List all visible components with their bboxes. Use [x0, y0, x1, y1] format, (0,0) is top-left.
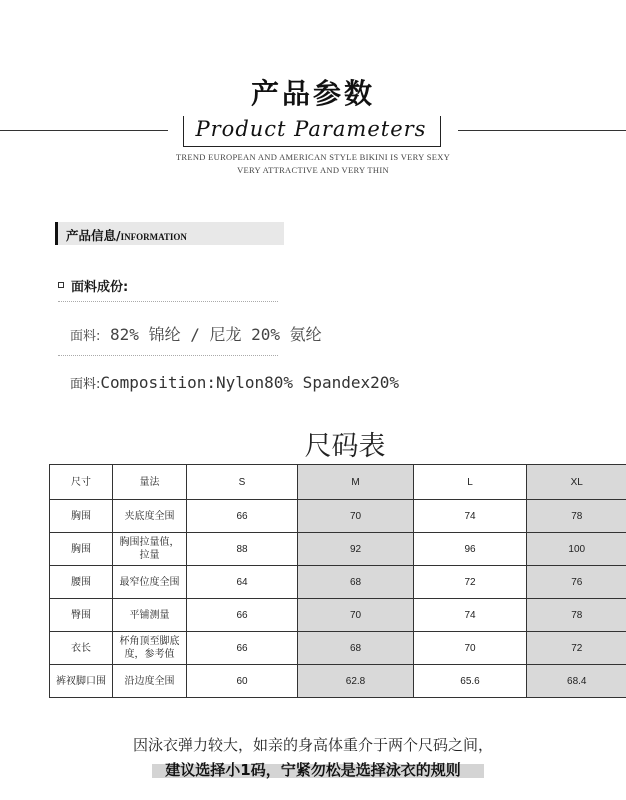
size-advice-line-1: 因泳衣弹力较大，如亲的身高体重介于两个尺码之间， — [132, 736, 493, 754]
table-header-cell: XL — [527, 465, 626, 500]
fabric-composition-cn — [70, 322, 322, 345]
fabric-prefix: 面料: — [70, 329, 101, 344]
table-cell: 78 — [527, 599, 626, 632]
table-header-cell: M — [298, 465, 414, 500]
table-cell: 杯角顶至脚底度，参考值 — [113, 632, 187, 665]
size-advice-line-2: 建议选择小1码，宁紧勿松是选择泳衣的规则 — [165, 761, 461, 779]
table-cell: 74 — [414, 599, 527, 632]
table-cell: 74 — [414, 500, 527, 533]
table-cell: 70 — [298, 500, 414, 533]
table-cell: 腰围 — [50, 566, 113, 599]
table-cell: 68 — [298, 632, 414, 665]
bullet-icon — [58, 282, 64, 288]
table-cell: 胸围拉量值，拉量 — [113, 533, 187, 566]
fabric-line-2: Composition:Nylon80% Spandex20% — [100, 373, 400, 392]
info-label-cn: 产品信息/ — [66, 228, 121, 243]
table-cell: 60 — [187, 665, 298, 698]
table-cell: 100 — [527, 533, 626, 566]
table-row — [50, 665, 626, 698]
table-header-cell: L — [414, 465, 527, 500]
table-cell: 衣长 — [50, 632, 113, 665]
page-title-en: Product Parameters — [195, 117, 427, 141]
subtitle-line-1: TREND EUROPEAN AND AMERICAN STYLE BIKINI IS VERY SEXY — [175, 152, 451, 162]
table-cell: 72 — [414, 566, 527, 599]
table-cell: 62.8 — [298, 665, 414, 698]
table-cell: 72 — [527, 632, 626, 665]
fabric-prefix: 面料: — [70, 377, 101, 392]
table-cell: 平铺测量 — [113, 599, 187, 632]
table-cell: 夹底度全围 — [113, 500, 187, 533]
table-header-cell: 尺寸 — [50, 465, 113, 500]
info-label-en: INFORMATION — [120, 232, 187, 242]
table-cell: 沿边度全围 — [113, 665, 187, 698]
table-cell: 78 — [527, 500, 626, 533]
fabric-composition-en — [70, 373, 399, 392]
dotted-divider — [58, 355, 278, 356]
subtitle-line-2: VERY ATTRACTIVE AND VERY THIN — [237, 165, 389, 175]
table-cell: 70 — [298, 599, 414, 632]
table-cell: 68.4 — [527, 665, 626, 698]
table-cell: 88 — [187, 533, 298, 566]
table-cell: 66 — [187, 599, 298, 632]
table-header-cell: 量法 — [113, 465, 187, 500]
divider-left — [0, 130, 168, 131]
dotted-divider — [58, 301, 278, 302]
fabric-heading: 面料成份: — [71, 280, 129, 295]
table-cell: 92 — [298, 533, 414, 566]
page-title: 产品参数 — [250, 77, 375, 110]
table-row — [50, 566, 626, 599]
table-cell: 66 — [187, 500, 298, 533]
table-cell: 64 — [187, 566, 298, 599]
table-cell: 68 — [298, 566, 414, 599]
table-cell: 胸围 — [50, 500, 113, 533]
size-table-title: 尺码表 — [304, 431, 386, 462]
table-cell: 66 — [187, 632, 298, 665]
fabric-line-1: 82% 锦纶 / 尼龙 20% 氨纶 — [110, 325, 322, 344]
table-row — [50, 599, 626, 632]
table-cell: 臀围 — [50, 599, 113, 632]
table-cell: 最窄位度全围 — [113, 566, 187, 599]
table-header-cell: S — [187, 465, 298, 500]
table-cell: 76 — [527, 566, 626, 599]
table-cell: 裤衩脚口围 — [50, 665, 113, 698]
table-cell: 胸围 — [50, 533, 113, 566]
divider-right — [458, 130, 626, 131]
table-row — [50, 533, 626, 566]
table-cell: 65.6 — [414, 665, 527, 698]
table-row — [50, 632, 626, 665]
size-table — [49, 464, 626, 698]
table-cell: 96 — [414, 533, 527, 566]
table-header-row — [50, 465, 626, 500]
table-cell: 70 — [414, 632, 527, 665]
info-section-label — [66, 226, 187, 244]
table-row — [50, 500, 626, 533]
